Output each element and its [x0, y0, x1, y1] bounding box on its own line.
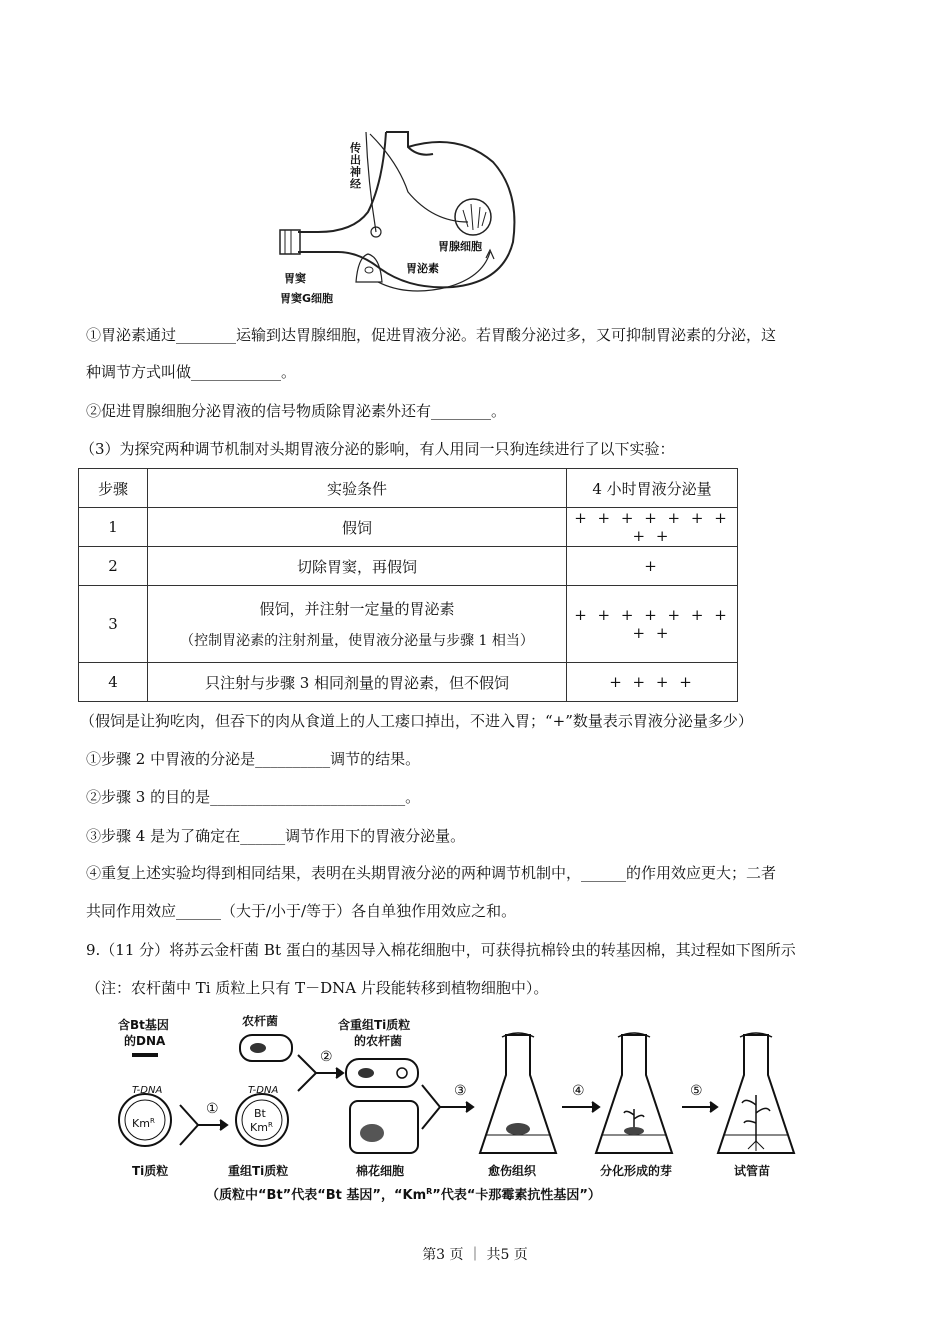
recomb-tdna-label: T-DNA — [248, 1085, 279, 1096]
cell-condition — [148, 586, 567, 663]
cell-condition: 假饲 — [148, 508, 567, 547]
plantlet-label: 试管苗 — [734, 1164, 771, 1178]
callus-label: 愈伤组织 — [488, 1164, 537, 1178]
q3-intro: （3）为探究两种调节机制对头期胃液分泌的影响，有人用同一只狗连续进行了以下实验： — [80, 440, 675, 458]
dna-label-1: 含Bt基因 — [118, 1018, 169, 1032]
q2-line1: ①胃泌素通过________运输到达胃腺细胞，促进胃液分泌。若胃酸分泌过多，又可抑制胃泌素的分泌，这 — [86, 326, 777, 344]
cotton-cell — [350, 1101, 418, 1153]
q3-sub1: ①步骤 2 中胃液的分泌是__________调节的结果。 — [86, 750, 421, 768]
cell-amount: + + + + + + + + + — [567, 508, 738, 547]
recombinant-ti-plasmid — [236, 1094, 288, 1146]
header-condition: 实验条件 — [148, 469, 567, 508]
table-row — [79, 586, 738, 663]
q2-line3: ②促进胃腺细胞分泌胃液的信号物质除胃泌素外还有________。 — [86, 402, 507, 420]
cell-amount: + + + + + + + + + — [567, 586, 738, 663]
q9-line1: 9.（11 分）将苏云金杆菌 Bt 蛋白的基因导入棉花细胞中，可获得抗棉铃虫的转基因棉，其过程如下图所示 — [86, 941, 796, 959]
ti-tdna-label: T-DNA — [132, 1085, 163, 1096]
step-3: ③ — [454, 1083, 467, 1099]
agro-recomb-label-1: 含重组Ti质粒 — [338, 1018, 411, 1032]
cotton-label: 棉花细胞 — [356, 1164, 405, 1178]
transgenic-process-diagram — [110, 1015, 810, 1205]
page-footer: 第3 页 ｜ 共5 页 — [422, 1247, 528, 1263]
table-row — [79, 663, 738, 702]
stomach-diagram — [258, 92, 523, 312]
agro-recomb-label-2: 的农杆菌 — [354, 1034, 403, 1048]
recomb-km-label: $Km^R$ — [250, 1121, 273, 1134]
step-5: ⑤ — [690, 1083, 703, 1099]
q3-footnote: （假饲是让狗吃肉，但吞下的肉从食道上的人工瘘口掉出，不进入胃；“+”数量表示胃液分泌量多少） — [80, 712, 753, 730]
cell-amount: + — [567, 547, 738, 586]
ti-label: Ti质粒 — [132, 1164, 169, 1178]
q3-sub4b: 共同作用效应______（大于/小于/等于）各自单独作用效应之和。 — [86, 902, 517, 920]
table-header-row — [79, 469, 738, 508]
bud-label: 分化形成的芽 — [600, 1164, 673, 1178]
q3-sub2: ②步骤 3 的目的是__________________________。 — [86, 788, 421, 806]
gland-cell-label: 胃腺细胞 — [438, 240, 482, 253]
nerve-line — [366, 132, 376, 232]
header-amount: 4 小时胃液分泌量 — [567, 469, 738, 508]
ti-recomb-label: 重组Ti质粒 — [228, 1164, 289, 1178]
ti-km-label: $Km^R$ — [132, 1117, 155, 1130]
cell-step: 3 — [79, 586, 148, 663]
figure2-caption: （质粒中“Bt”代表“Bt 基因”，“$Km^R$”代表“卡那霉素抗性基因”） — [206, 1187, 601, 1203]
step-4: ④ — [572, 1083, 585, 1099]
diagram-labels — [280, 141, 482, 305]
flask-plantlet — [718, 1033, 794, 1153]
cell-step: 1 — [79, 508, 148, 547]
dna-label-2: 的DNA — [124, 1034, 166, 1048]
cell-step: 4 — [79, 663, 148, 702]
header-step: 步骤 — [79, 469, 148, 508]
cell-condition-main: 假饲，并注射一定量的胃泌素 — [259, 600, 455, 618]
step-2: ② — [320, 1049, 333, 1065]
experiment-table — [78, 468, 738, 702]
antrum-label: 胃窦 — [284, 272, 306, 285]
step-1: ① — [206, 1101, 219, 1117]
q2-line2: 种调节方式叫做____________。 — [86, 363, 297, 381]
nerve-label: 传出神经 — [348, 142, 362, 190]
q9-line2: （注：农杆菌中 Ti 质粒上只有 T－DNA 片段能转移到植物细胞中）。 — [86, 979, 549, 997]
gastrin-label: 胃泌素 — [406, 262, 439, 275]
q3-sub3: ③步骤 4 是为了确定在______调节作用下的胃液分泌量。 — [86, 827, 466, 845]
recomb-bt-label: Bt — [254, 1107, 266, 1120]
agro-label: 农杆菌 — [242, 1015, 279, 1028]
dna-fragment — [132, 1053, 158, 1057]
cell-amount: + + + + — [567, 663, 738, 702]
cell-condition: 切除胃窦，再假饲 — [148, 547, 567, 586]
table-row — [79, 547, 738, 586]
g-cell-label: 胃窦G细胞 — [280, 292, 334, 305]
q3-sub4a: ④重复上述实验均得到相同结果，表明在头期胃液分泌的两种调节机制中，______的作用效应更大；二者 — [86, 864, 777, 882]
cell-condition: 只注射与步骤 3 相同剂量的胃泌素，但不假饲 — [148, 663, 567, 702]
cell-condition-note: （控制胃泌素的注射剂量，使胃液分泌量与步骤 1 相当） — [180, 633, 534, 649]
cell-step: 2 — [79, 547, 148, 586]
table-row — [79, 508, 738, 547]
